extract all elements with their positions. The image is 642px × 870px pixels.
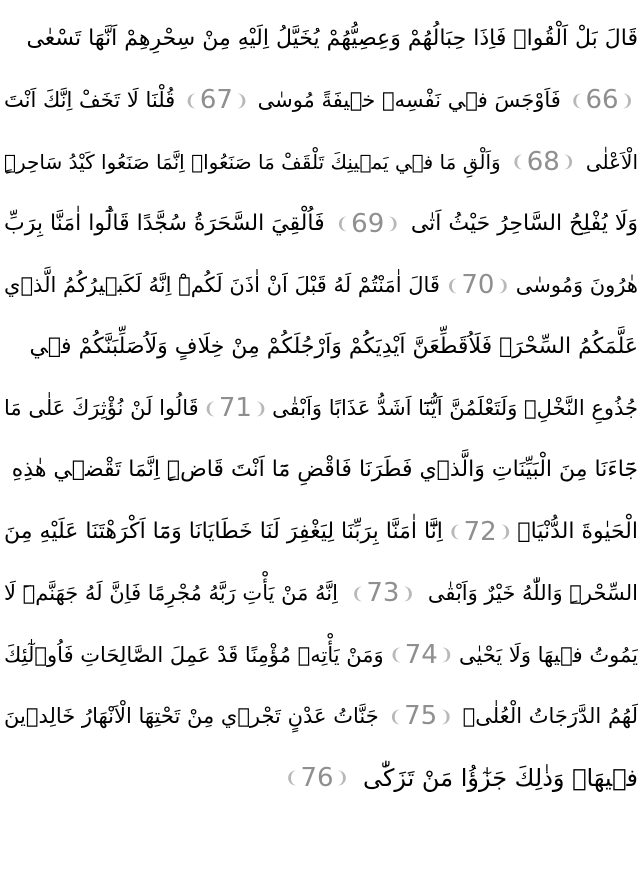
ornament-icon: ❨ [350, 583, 365, 603]
verse-text: لَهُمُ الدَّرَجَاتُ الْعُلٰىۙ [462, 704, 638, 729]
ornament-icon: ❩ [620, 90, 634, 110]
ornament-icon: ❨ [184, 90, 198, 110]
verse-text: جُذُوعِ النَّخْلِۘ وَلَتَعْلَمُنَّ اَيُّنَٓا اَشَدُّ عَذَابًا وَاَبْقٰى [272, 396, 638, 421]
verse-text: الْاَعْلٰى [585, 149, 638, 174]
ayah-number: 66 [585, 85, 619, 116]
verse-text: وَمَنْ يَأْتِه۪ مُؤْمِنًا قَدْ عَمِلَ الصَّالِحَاتِ فَاُو۬لٰٓئِكَ [4, 642, 384, 667]
verse-text: السِّحْرِۜ وَاللّٰهُ خَيْرٌ وَاَبْقٰى [427, 581, 638, 606]
verse-text: وَاَلْقِ مَا ف۪ي يَم۪ينِكَ تَلْقَفْ مَا صَنَعُواۜ اِنَّمَا صَنَعُوا كَيْدُ سَاحِرٍۜ [4, 149, 501, 174]
ornament-icon: ❩ [234, 90, 249, 110]
ayah-number: 74 [404, 639, 438, 670]
ornament-icon: ❨ [335, 214, 350, 234]
ornament-icon: ❩ [496, 275, 510, 295]
ornament-icon: ❨ [388, 706, 403, 726]
text-line [4, 131, 638, 193]
verse-text: اِنَّٓا اٰمَنَّا بِرَبِّنَا لِيَغْفِرَ لَنَا خَطَايَانَا وَمَٓا اَكْرَهْتَنَا عَلَيْهِ مِنَ [4, 519, 443, 545]
ornament-icon: ❨ [445, 275, 460, 295]
text-line [4, 624, 638, 686]
ayah-number: 73 [366, 578, 400, 609]
verse-text: هٰرُونَ وَمُوسٰى [515, 273, 638, 298]
verse-text: فَاَوْجَسَ ف۪ي نَفْسِه۪ خ۪يفَةً مُوسٰى [257, 88, 561, 113]
verse-text: ف۪يهَاۜ وَذٰلِكَ جَزٰٓؤُا مَنْ تَزَكّٰى [362, 763, 638, 792]
text-line [4, 562, 638, 624]
ayah-number: 70 [461, 270, 495, 301]
ornament-icon: ❨ [511, 152, 525, 172]
ornament-icon: ❩ [386, 214, 400, 234]
verse-text: عَلَّمَكُمُ السِّحْرَۚ فَلَاُقَطِّعَنَّ اَيْدِيَكُمْ وَاَرْجُلَكُمْ مِنْ خِلَافٍ وَلَاُصَلِّبَنَّكُمْ ف۪ي [29, 334, 638, 360]
text-line [4, 316, 638, 378]
ayah-number: 68 [526, 146, 560, 177]
text-line [4, 70, 638, 132]
ayah-number-marker [442, 268, 514, 302]
text-line [4, 686, 638, 748]
ayah-number-marker [347, 576, 419, 610]
ayah-number: 72 [463, 516, 497, 547]
text-line [4, 193, 638, 255]
verse-text: قَالَ اٰمَنْتُمْ لَهُ قَبْلَ اَنْ اٰذَنَ لَكُمْۜ اِنَّهُ لَكَب۪يرُكُمُ الَّذ۪ي [4, 273, 440, 298]
ayah-number-marker [566, 83, 638, 117]
ayah-number-marker [385, 699, 457, 733]
ayah-number-marker [332, 207, 404, 241]
ornament-icon: ❨ [285, 768, 299, 788]
ornament-icon: ❩ [439, 706, 453, 726]
ayah-number: 75 [404, 701, 438, 732]
ornament-icon: ❨ [448, 522, 462, 542]
ayah-number-marker [444, 515, 516, 549]
ornament-icon: ❩ [401, 583, 415, 603]
text-line [4, 8, 638, 70]
ornament-icon: ❩ [439, 645, 454, 665]
ornament-icon: ❩ [335, 768, 349, 788]
ayah-number-marker [281, 761, 353, 795]
text-line [4, 439, 638, 501]
verse-text: اِنَّهُ مَنْ يَأْتِ رَبَّهُ مُجْرِمًا فَاِنَّ لَهُ جَهَنَّمَۜ لَا [4, 581, 338, 606]
ayah-number: 69 [351, 208, 385, 239]
verse-text: الْحَيٰوةَ الدُّنْيَاۜ [517, 519, 638, 545]
ayah-number: 71 [218, 393, 252, 424]
verse-text: جَٓاءَنَا مِنَ الْبَيِّنَاتِ وَالَّذ۪ي فَطَرَنَا فَاقْضِ مَٓا اَنْتَ قَاضٍۜ اِنَّمَا تَقْض۪ي هٰذِهِ [11, 457, 638, 483]
ayah-number-marker [199, 391, 271, 425]
verse-text: قَالُوا لَنْ نُؤْثِرَكَ عَلٰى مَا [4, 396, 199, 421]
verse-text: وَلَا يُفْلِحُ السَّاحِرُ حَيْثُ اَتٰى [410, 211, 638, 237]
ornament-icon: ❩ [498, 522, 513, 542]
ayah-number: 67 [199, 85, 233, 116]
text-line [4, 747, 638, 809]
ornament-icon: ❩ [561, 152, 576, 172]
ornament-icon: ❨ [389, 645, 403, 665]
verse-text: قُلْنَا لَا تَخَفْ اِنَّكَ اَنْتَ [4, 88, 176, 113]
verse-text: فَاُلْقِيَ السَّحَرَةُ سُجَّدًا قَالُٓوا اٰمَنَّا بِرَبِّ [4, 211, 325, 237]
ornament-icon: ❨ [570, 90, 584, 110]
ayah-number-marker [507, 145, 579, 179]
text-line [4, 254, 638, 316]
verse-text: جَنَّاتُ عَدْنٍ تَجْر۪ي مِنْ تَحْتِهَا الْاَنْهَارُ خَالِد۪ينَ [4, 704, 379, 729]
text-line [4, 501, 638, 563]
verse-text: قَالَ بَلْ اَلْقُواۚ فَاِذَا حِبَالُهُمْ وَعِصِيُّهُمْ يُخَيَّلُ اِلَيْهِ مِنْ سِحْرِهِمْ اَنَّهَا تَسْعٰى [26, 26, 638, 52]
text-line [4, 378, 638, 440]
ornament-icon: ❨ [203, 398, 217, 418]
ayah-number-marker [385, 638, 457, 672]
ayah-number-marker [180, 83, 252, 117]
verse-text: يَمُوتُ ف۪يهَا وَلَا يَحْيٰى [458, 642, 638, 667]
ayah-number: 76 [300, 762, 334, 793]
ornament-icon: ❩ [253, 398, 268, 418]
